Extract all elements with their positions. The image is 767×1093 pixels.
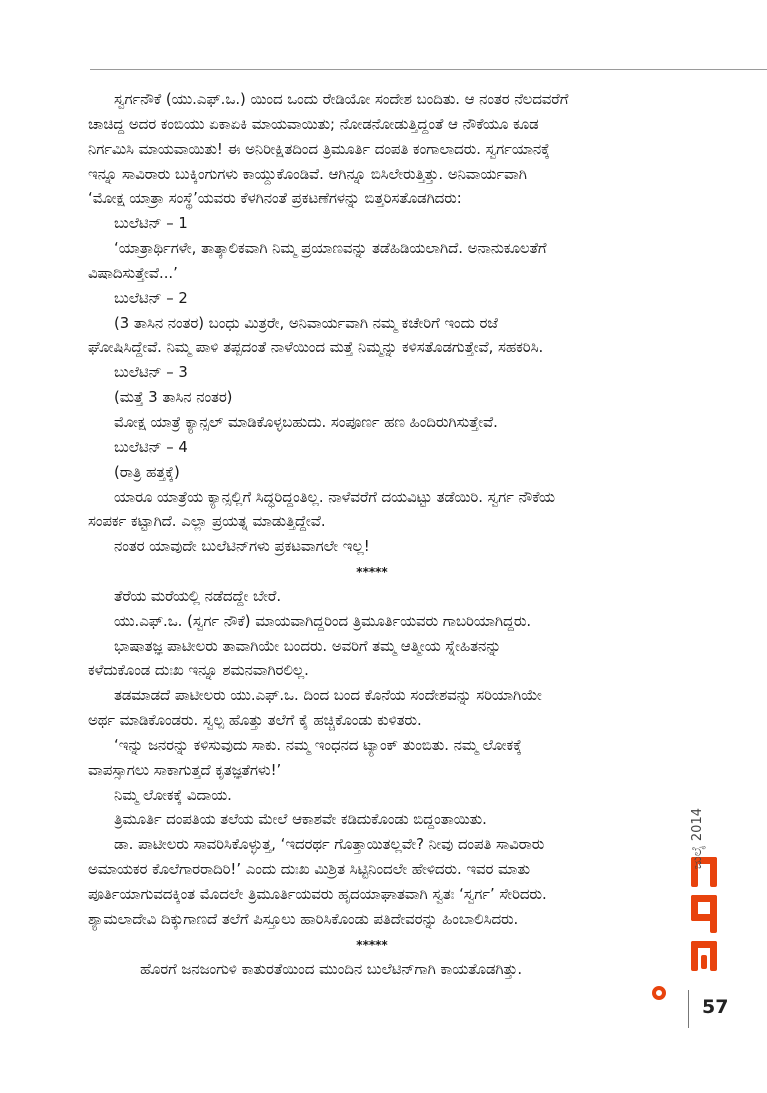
text-line: ತಡಮಾಡದೆ ಪಾಟೀಲರು ಯು.ಎಫ್.ಒ. ದಿಂದ ಬಂದ ಕೊನೆಯ ಸಂದೇಶವನ್ನು ಸರಿಯಾಗಿಯೇ (114, 687, 542, 705)
text-line: ಹೊರಗೆ ಜನಜಂಗುಳಿ ಕಾತುರತೆಯಿಂದ ಮುಂದಿನ ಬುಲೆಟಿನ್‌ಗಾಗಿ ಕಾಯತೊಡಗಿತ್ತು. (140, 960, 523, 978)
accent-circle-icon (652, 986, 666, 1000)
section-separator: ***** (356, 937, 388, 952)
text-line: ಅರ್ಥ ಮಾಡಿಕೊಂಡರು. ಸ್ವಲ್ಪ ಹೊತ್ತು ತಲೆಗೆ ಕೈ ಹಚ್ಚಿಕೊಂಡು ಕುಳಿತರು. (88, 712, 422, 730)
text-line: ತೆರೆಯ ಮರೆಯಲ್ಲಿ ನಡೆದದ್ದೇ ಬೇರೆ. (114, 587, 282, 605)
text-line: (ರಾತ್ರಿ ಹತ್ತಕ್ಕೆ) (114, 463, 180, 481)
text-line: ಕಳೆದುಕೊಂಡ ದುಃಖ ಇನ್ನೂ ಶಮನವಾಗಿರಲಿಲ್ಲ. (88, 662, 309, 680)
text-line: (3 ತಾಸಿನ ನಂತರ) ಬಂಧು ಮಿತ್ರರೇ, ಅನಿವಾರ್ಯವಾಗಿ ನಮ್ಮ ಕಚೇರಿಗೆ ಇಂದು ರಜೆ (114, 314, 498, 332)
text-line: ಬುಲೆಟಿನ್ – 2 (114, 289, 188, 307)
top-rule (90, 69, 767, 70)
page-number-divider (688, 990, 689, 1028)
text-line: ನಿರ್ಗಮಿಸಿ ಮಾಯವಾಯಿತು! ಈ ಅನಿರೀಕ್ಷಿತದಿಂದ ತ್ರಿಮೂರ್ತಿ ದಂಪತಿ ಕಂಗಾಲಾದರು. ಸ್ವರ್ಗಯಾನಕ್ಕೆ (88, 140, 550, 158)
text-line: ಶ್ಯಾಮಲಾದೇವಿ ದಿಕ್ಕುಗಾಣದೆ ತಲೆಗೆ ಪಿಸ್ತೂಲು ಹಾರಿಸಿಕೊಂಡು ಪತಿದೇವರನ್ನು ಹಿಂಬಾಲಿಸಿದರು. (88, 910, 519, 928)
section-separator: ***** (356, 565, 388, 580)
text-line: ‘ಯಾತ್ರಾರ್ಥಿಗಳೇ, ತಾತ್ಕಾಲಿಕವಾಗಿ ನಿಮ್ಮ ಪ್ರಯಾಣವನ್ನು ತಡೆಹಿಡಿಯಲಾಗಿದೆ. ಅನಾನುಕೂಲತೆಗೆ (114, 240, 547, 258)
text-line: ನಿಮ್ಮ ಲೋಕಕ್ಕೆ ವಿದಾಯ. (114, 786, 232, 804)
text-line: ‘ಇನ್ನು ಜನರನ್ನು ಕಳಿಸುವುದು ಸಾಕು. ನಮ್ಮ ಇಂಧನದ ಟ್ಯಾಂಕ್ ತುಂಬಿತು. ನಮ್ಮ ಲೋಕಕ್ಕೆ (114, 736, 522, 754)
text-line: ತ್ರಿಮೂರ್ತಿ ದಂಪತಿಯ ತಲೆಯ ಮೇಲೆ ಆಕಾಶವೇ ಕಡಿದುಕೊಂಡು ಬಿದ್ದಂತಾಯಿತು. (114, 811, 487, 829)
text-line: ‘ಮೋಕ್ಷ ಯಾತ್ರಾ ಸಂಸ್ಥೆ’ಯವರು ಕೆಳಗಿನಂತೆ ಪ್ರಕಟಣೆಗಳನ್ನು ಬಿತ್ತರಿಸತೊಡಗಿದರು: (88, 190, 462, 208)
article-body (88, 88, 656, 982)
text-line: ಬುಲೆಟಿನ್ – 1 (114, 215, 188, 233)
text-line: ಡಾ. ಪಾಟೀಲರು ಸಾವರಿಸಿಕೊಳ್ಳುತ್ತ, ‘ಇದರರ್ಥ ಗೊತ್ತಾಯಿತಲ್ಲವೇ? ನೀವು ದಂಪತಿ ಸಾವಿರಾರು (114, 836, 545, 854)
text-line: ಬುಲೆಟಿನ್ – 3 (114, 364, 188, 382)
text-line: ಇನ್ನೂ ಸಾವಿರಾರು ಬುಕ್ಕಿಂಗುಗಳು ಕಾಯ್ದುಕೊಂಡಿವೆ. ಆಗಿನ್ನೂ ಬಿಸಿಲೇರುತ್ತಿತ್ತು. ಅನಿವಾರ್ಯವಾಗಿ (88, 165, 527, 183)
text-line: ಯು.ಎಫ್.ಒ. (ಸ್ವರ್ಗ ನೌಕೆ) ಮಾಯವಾಗಿದ್ದರಿಂದ ತ್ರಿಮೂರ್ತಿಯವರು ಗಾಬರಿಯಾಗಿದ್ದರು. (114, 612, 532, 630)
text-line: ಚಾಚಿದ್ದ ಅದರ ಕಂಬಿಯು ಏಕಾಏಕಿ ಮಾಯವಾಯಿತು; ನೋಡನೋಡುತ್ತಿದ್ದಂತೆ ಆ ನೌಕೆಯೂ ಕೂಡ (88, 115, 539, 133)
text-line: ಮೋಕ್ಷ ಯಾತ್ರೆ ಕ್ಯಾನ್ಸಲ್ ಮಾಡಿಕೊಳ್ಳಬಹುದು. ಸಂಪೂರ್ಣ ಹಣ ಹಿಂದಿರುಗಿಸುತ್ತೇವೆ. (114, 413, 498, 431)
text-line: ವಾಪಸ್ಸಾಗಲು ಸಾಕಾಗುತ್ತದೆ ಕೃತಜ್ಞತೆಗಳು!’ (88, 761, 282, 779)
text-line: ಬುಲೆಟಿನ್ – 4 (114, 438, 188, 456)
page-number: 57 (702, 996, 729, 1018)
text-line: ವಿಷಾದಿಸುತ್ತೇವೆ...’ (88, 264, 178, 282)
text-line: ಪೂರ್ತಿಯಾಗುವದಕ್ಕಿಂತ ಮೊದಲೇ ತ್ರಿಮೂರ್ತಿಯವರು ಹೃದಯಾಘಾತವಾಗಿ ಸ್ವತಃ ‘ಸ್ವರ್ಗ’ ಸೇರಿದರು. (88, 886, 547, 903)
text-line: ಅಮಾಯಕರ ಕೊಲೆಗಾರರಾದಿರಿ!’ ಎಂದು ದುಃಖ ಮಿಶ್ರಿತ ಸಿಟ್ಟಿನಿಂದಲೇ ಹೇಳಿದರು. ಇವರ ಮಾತು (88, 861, 530, 879)
text-line: (ಮತ್ತೆ 3 ತಾಸಿನ ನಂತರ) (114, 389, 233, 407)
text-line: ಸಂಪರ್ಕ ಕಟ್ಟಾಗಿದೆ. ಎಲ್ಲಾ ಪ್ರಯತ್ನ ಮಾಡುತ್ತಿದ್ದೇವೆ. (88, 513, 326, 531)
text-line: ನಂತರ ಯಾವುದೇ ಬುಲೆಟಿನ್‌ಗಳು ಪ್ರಕಟವಾಗಲೇ ಇಲ್ಲ! (114, 538, 370, 556)
text-line: ಸ್ವರ್ಗನೌಕೆ (ಯು.ಎಫ್.ಒ.) ಯಿಂದ ಒಂದು ರೇಡಿಯೋ ಸಂದೇಶ ಬಂದಿತು. ಆ ನಂತರ ನೆಲದವರೆಗೆ (114, 91, 569, 108)
text-line: ಯಾರೂ ಯಾತ್ರೆಯ ಕ್ಯಾನ್ಸಲ್ಲಿಗೆ ಸಿದ್ಧರಿದ್ದಂತಿಲ್ಲ. ನಾಳೆವರೆಗೆ ದಯವಿಟ್ಟು ತಡೆಯಿರಿ. ಸ್ವರ್ಗ ನೌಕೆಯ (114, 488, 555, 506)
text-line: ಭಾಷಾತಜ್ಞ ಪಾಟೀಲರು ತಾವಾಗಿಯೇ ಬಂದರು. ಅವರಿಗೆ ತಮ್ಮ ಆತ್ಮೀಯ ಸ್ನೇಹಿತನನ್ನು (114, 637, 502, 655)
issue-date: ಜುಲೈ 2014 (690, 808, 705, 870)
magazine-logo (687, 855, 721, 975)
text-line: ಘೋಷಿಸಿದ್ದೇವೆ. ನಿಮ್ಮ ಪಾಳಿ ತಪ್ಪದಂತೆ ನಾಳೆಯಿಂದ ಮತ್ತೆ ನಿಮ್ಮನ್ನು ಕಳಿಸತೊಡಗುತ್ತೇವೆ, ಸಹಕರಿಸಿ. (88, 339, 544, 357)
